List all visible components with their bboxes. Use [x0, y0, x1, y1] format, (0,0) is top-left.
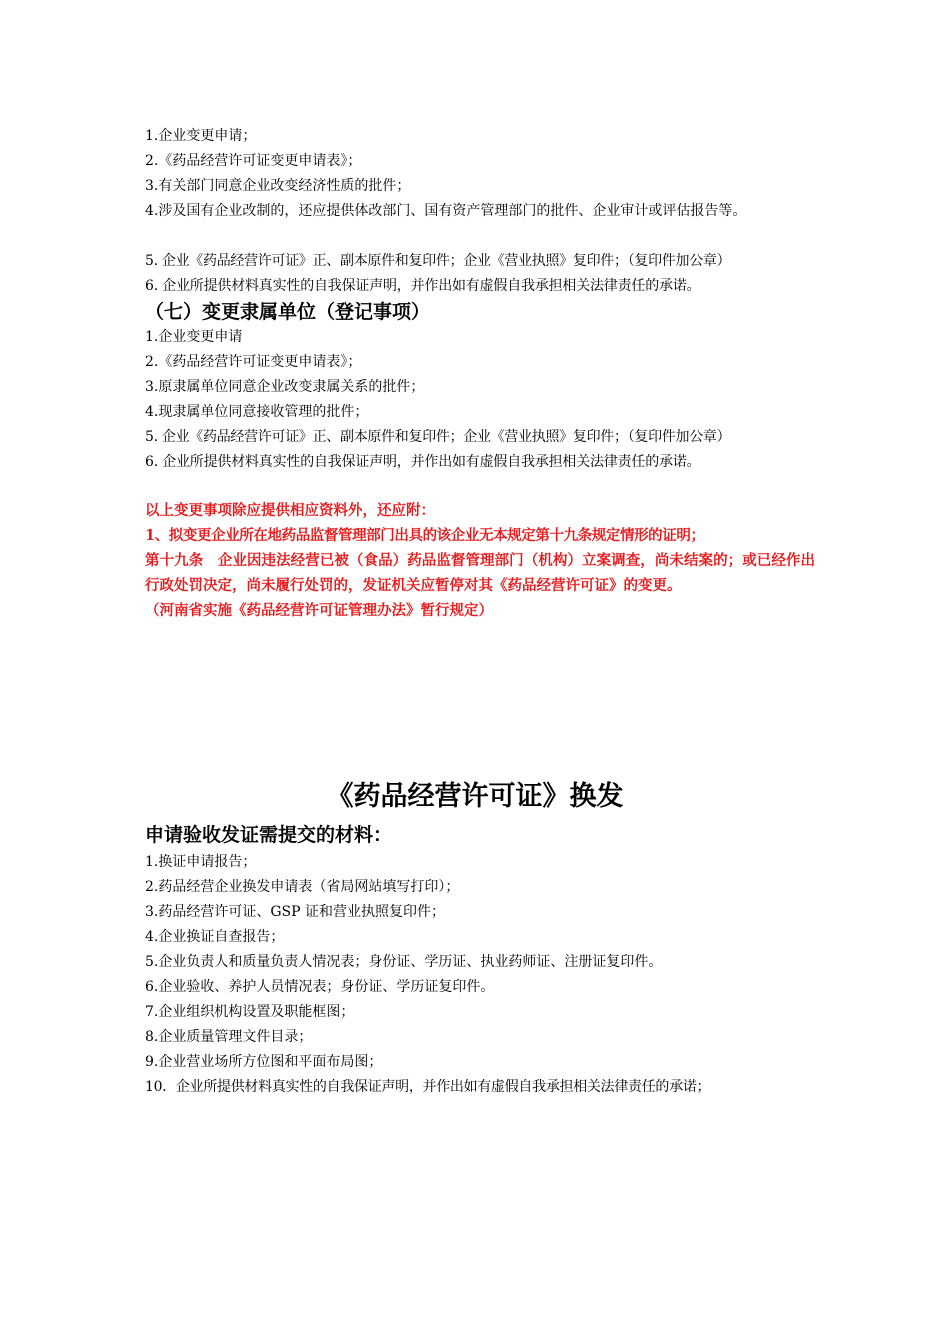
list-item: 4.现隶属单位同意接收管理的批件；: [145, 404, 369, 420]
list-item: 1.换证申请报告；: [145, 854, 257, 870]
list-item: 5. 企业《药品经营许可证》正、副本原件和复印件；企业《营业执照》复印件；（复印件加公章）: [145, 253, 731, 269]
list-item: 10．企业所提供材料真实性的自我保证声明，并作出如有虚假自我承担相关法律责任的承诺；: [145, 1079, 711, 1095]
list-item: 5. 企业《药品经营许可证》正、副本原件和复印件；企业《营业执照》复印件；（复印件加公章）: [145, 429, 731, 445]
list-item: 1.企业变更申请；: [145, 128, 257, 144]
section-heading: 申请验收发证需提交的材料：: [145, 824, 393, 846]
list-item: 2.《药品经营许可证变更申请表》；: [145, 354, 362, 370]
list-item: 3.原隶属单位同意企业改变隶属关系的批件；: [145, 379, 425, 395]
list-item: 4.涉及国有企业改制的，还应提供体改部门、国有资产管理部门的批件、企业审计或评估报告等。: [145, 203, 747, 219]
list-item: 6. 企业所提供材料真实性的自我保证声明，并作出如有虚假自我承担相关法律责任的承诺。: [145, 278, 701, 294]
list-item: 3.有关部门同意企业改变经济性质的批件；: [145, 178, 411, 194]
page-title: 《药品经营许可证》换发: [326, 781, 624, 812]
list-item: 3.药品经营许可证、GSP 证和营业执照复印件；: [145, 904, 446, 920]
list-item: 5.企业负责人和质量负责人情况表；身份证、学历证、执业药师证、注册证复印件。: [145, 954, 663, 970]
list-item: 6. 企业所提供材料真实性的自我保证声明，并作出如有虚假自我承担相关法律责任的承诺。: [145, 454, 701, 470]
list-item: 9.企业营业场所方位图和平面布局图；: [145, 1054, 383, 1070]
section-change-economic-nature: [145, 124, 815, 299]
notice-article: 第十九条 企业因违法经营已被（食品）药品监督管理部门（机构）立案调查，尚未结案的；或已经作出行政处罚决定，尚未履行处罚的，发证机关应暂停对其《药品经营许可证》的变更。: [145, 552, 815, 594]
section-renewal-materials: [145, 822, 815, 1100]
notice-source: （河南省实施《药品经营许可证管理办法》暂行规定）: [145, 602, 493, 619]
section-heading: （七）变更隶属单位（登记事项）: [145, 301, 431, 323]
list-item: 6.企业验收、养护人员情况表；身份证、学历证复印件。: [145, 979, 495, 995]
list-item: 1.企业变更申请: [145, 329, 243, 345]
list-item: 4.企业换证自查报告；: [145, 929, 285, 945]
list-item: 2.《药品经营许可证变更申请表》；: [145, 153, 362, 169]
notice-item: 1、拟变更企业所在地药品监督管理部门出具的该企业无本规定第十九条规定情形的证明；: [145, 527, 705, 544]
section-change-affiliated-unit: [145, 299, 815, 475]
notice-block: [145, 498, 815, 623]
list-item: 2.药品经营企业换发申请表（省局网站填写打印）；: [145, 879, 460, 895]
notice-intro: 以上变更事项除应提供相应资料外，还应附：: [145, 502, 435, 519]
list-item: 7.企业组织机构设置及职能框图；: [145, 1004, 355, 1020]
list-item: 8.企业质量管理文件目录；: [145, 1029, 313, 1045]
